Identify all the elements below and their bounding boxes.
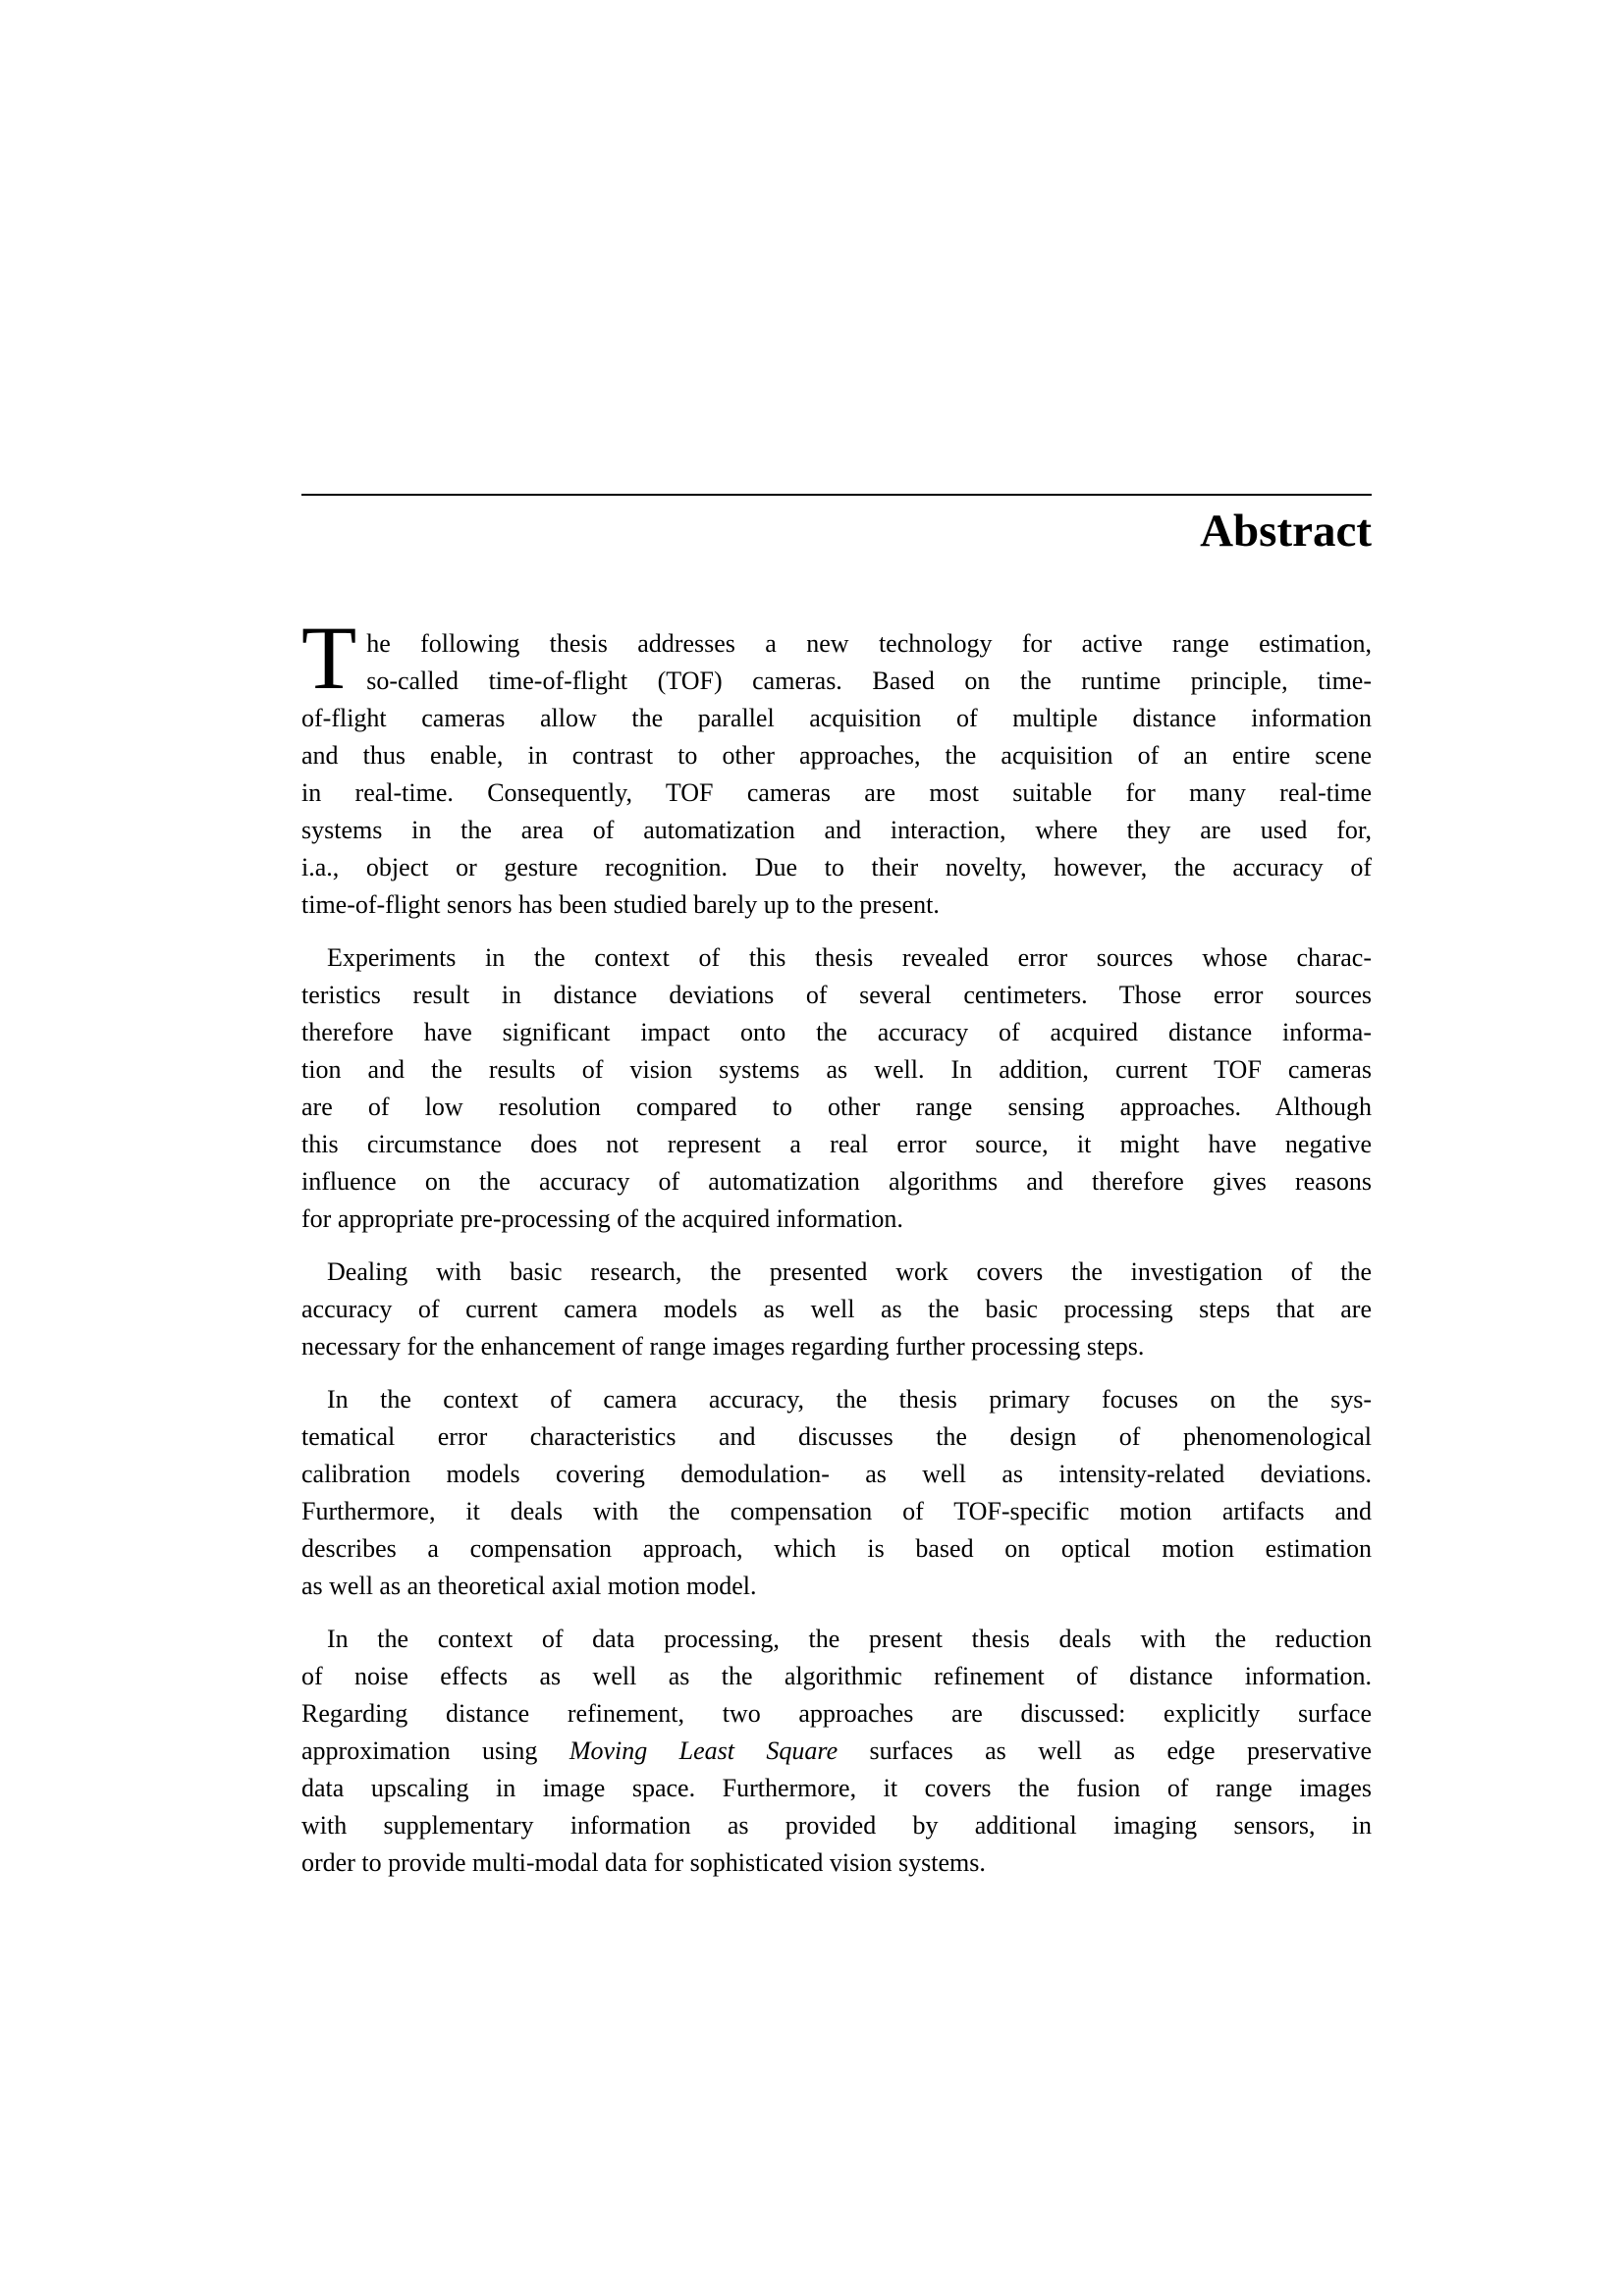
abstract-section: [301, 494, 1372, 1882]
page-title: Abstract: [1200, 506, 1372, 557]
text-line: tion and the results of vision systems as well. In addition, current TOF cameras: [301, 1055, 1372, 1084]
text-line: order to provide multi-modal data for sophisticated vision systems.: [301, 1848, 986, 1877]
text-line: data upscaling in image space. Furthermore, it covers the fusion of range images: [301, 1774, 1372, 1802]
text-line: as well as an theoretical axial motion model.: [301, 1572, 757, 1600]
text-line: this circumstance does not represent a real error source, it might have negative: [301, 1130, 1372, 1158]
text-line: for appropriate pre-processing of the acquired information.: [301, 1204, 903, 1233]
text-line: In the context of data processing, the present thesis deals with the reduction: [327, 1625, 1372, 1653]
text-line: accuracy of current camera models as well as the basic processing steps that are: [301, 1295, 1372, 1323]
text-line: of-flight cameras allow the parallel acquisition of multiple distance information: [301, 704, 1372, 732]
paragraph: [301, 1621, 1372, 1882]
paragraph: [301, 608, 1372, 924]
text-line: therefore have significant impact onto the accuracy of acquired distance informa-: [301, 1018, 1372, 1046]
text-line: tematical error characteristics and discusses the design of phenomenological: [301, 1422, 1372, 1451]
text-line: influence on the accuracy of automatization algorithms and therefore gives reasons: [301, 1167, 1372, 1196]
paragraph: [301, 939, 1372, 1238]
text-line: calibration models covering demodulation- as well as intensity-related deviations.: [301, 1460, 1372, 1488]
text-line: are of low resolution compared to other range sensing approaches. Although: [301, 1093, 1372, 1121]
text-line: In the context of camera accuracy, the thesis primary focuses on the sys-: [327, 1385, 1372, 1414]
text-line: time-of-flight senors has been studied barely up to the present.: [301, 890, 940, 919]
text-line: Experiments in the context of this thesis revealed error sources whose charac-: [327, 943, 1372, 972]
section-divider-rule: [301, 494, 1372, 496]
text-line: so-called time-of-flight (TOF) cameras. Based on the runtime principle, time-: [366, 667, 1372, 695]
text-line: teristics result in distance deviations of several centimeters. Those error sources: [301, 981, 1372, 1009]
text-line: Regarding distance refinement, two approaches are discussed: explicitly surface: [301, 1699, 1372, 1728]
drop-cap-letter: T: [301, 608, 357, 708]
text-line: Dealing with basic research, the presented work covers the investigation of the: [327, 1257, 1372, 1286]
text-line: approximation using Moving Least Square surfaces as well as edge preservative: [301, 1736, 1372, 1765]
abstract-body: [301, 608, 1372, 1882]
text-line: The following thesis addresses a new technology for active range estimation,: [301, 608, 1372, 708]
text-line: necessary for the enhancement of range images regarding further processing steps.: [301, 1332, 1145, 1361]
paragraph: [301, 1254, 1372, 1365]
text-line: with supplementary information as provided by additional imaging sensors, in: [301, 1811, 1372, 1840]
text-line: of noise effects as well as the algorithmic refinement of distance information.: [301, 1662, 1372, 1690]
text-line: systems in the area of automatization and interaction, where they are used for,: [301, 816, 1372, 844]
text-line: i.a., object or gesture recognition. Due to their novelty, however, the accuracy of: [301, 853, 1372, 881]
paragraph: [301, 1381, 1372, 1605]
text-line: in real-time. Consequently, TOF cameras are most suitable for many real-time: [301, 778, 1372, 807]
text-line: Furthermore, it deals with the compensation of TOF-specific motion artifacts and: [301, 1497, 1372, 1525]
text-line: describes a compensation approach, which is based on optical motion estimation: [301, 1534, 1372, 1563]
text-line: and thus enable, in contrast to other approaches, the acquisition of an entire scene: [301, 741, 1372, 770]
